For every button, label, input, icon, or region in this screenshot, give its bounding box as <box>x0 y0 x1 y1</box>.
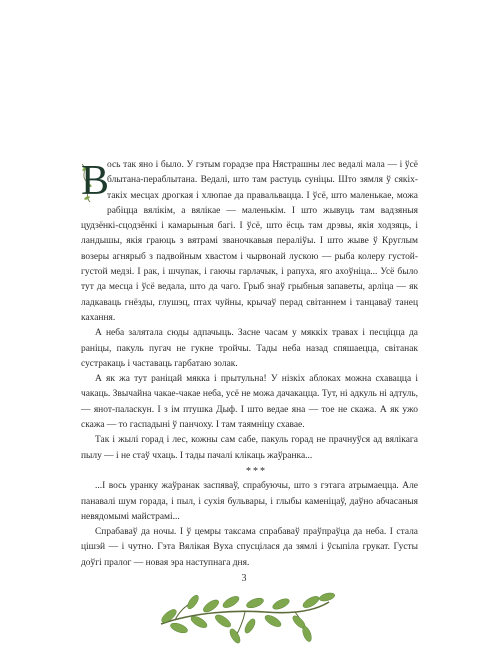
paragraph-5: ...І вось уранку жаўранак заспяваў, спрабуючы, што з гэтага атрымаецца. Але панавалі шум горада, і пыл, і сухія бульвары, і глыбы каменіцаў, даўно абчасаныя невядомымі майстрамі... <box>81 481 418 522</box>
page-number: 3 <box>241 573 247 584</box>
paragraph-2: А неба залятала сюды адпачыць. Засне часам у мяккіх травах і песціцца да раніцы, пакуль пугач не гукне тройчы. Тады неба назад спяшаецца, світанак сустракаць і частаваць гарбатаю золак. <box>81 328 418 369</box>
leaf-branch-icon <box>155 582 335 648</box>
dropcap-letter: В <box>81 158 110 204</box>
paragraph-3: А як жа тут раніцай мякка і прытульна! У нізкіх аблоках можна схавацца і чакаць. Звычайна чакае-чакае неба, усё не можа дачакацца. Тут, ні адкуль ні адтуль, — янот-паласкун. І з ім птушка Дыф. І што ведае яна — тое не скажа. А як ужо скажа — то гаспадыні ў панчоху. І там таямніцу схавае. <box>81 374 418 431</box>
paragraph-1-text: ось так яно і было. У гэтым горадзе пра Нястрашны лес ведалі мала — і ўсё блытана-пераблытана. Ведалі, што там растуць суніцы. Што зямля ў сякіх-такіх месцах дрогкая і хлюпае да правальвацца. І ўсё, што маленькае, можа рабіцца вялікім, а вялікае — маленькім. І што жывуць там вадзяныя цудзёнкі-сцодзёнкі і камарыныя багі. І ўсё, што ёсць там дрэвы, якія ходзяць, і ландышы, якія граюць з вятрамі званочкавыя пераліўы. І што жыве ў Круглым возеры агнярыб з падвойным хвастом і чырвонай лускою — рыба колеру густой-густой медзі. І рак, і шчупак, і гаючы гарлачык, і рапуха, яго ахоўніца... Усё было тут да месца і ўсё ведала, што да чаго. Грыб знаў грыбныя запаветы, арліца — як ладкаваць гнёзды, глушэц, птах чуйны, крычаў перад світаннем і танцаваў танец кахання. <box>81 160 418 323</box>
dropcap <box>78 158 110 204</box>
paragraph-4: Так і жылі горад і лес, кожны сам сабе, пакуль горад не прачнуўся ад вялікага пылу — і не стаў чхаць. І тады пачалі клікаць жаўранка... <box>81 435 418 461</box>
body-text <box>81 158 418 571</box>
section-separator: *** <box>246 465 267 477</box>
paragraph-6: Спрабаваў да ночы. І ў цемры таксама спрабаваў праўпраўца да неба. І стала цішэй — і чутно. Гэта Вялікая Вуха спусцілася да зямлі і ўсыпіла грукат. Густы доўгі пралог — новая эра наступнага дня. <box>81 527 418 568</box>
paragraph-1 <box>81 158 418 326</box>
